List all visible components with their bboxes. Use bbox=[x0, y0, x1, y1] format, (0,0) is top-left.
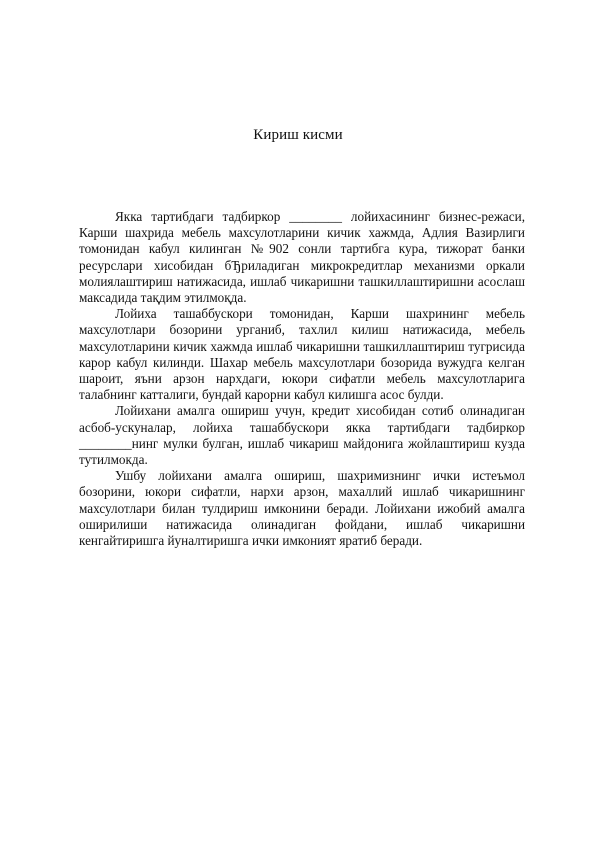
section-heading: Кириш кисми bbox=[253, 127, 343, 143]
body-text bbox=[79, 209, 525, 549]
paragraph-2: Лойиха ташаббускори томонидан, Карши шахрининг мебель махсулотлари бозорини урганиб, тахлил килиш натижасида, мебель махсулотларини кичик хажмда ишлаб чикаришни ташкиллаштириш тугрисида карор кабул килинди. Шахар мебель махсулотлари бозорида вужудга келган шароит, яъни арзон нархдаги, юкори сифатли мебель махсулотларига талабнинг катталиги, бундай карорни кабул килишга асос булди. bbox=[79, 306, 525, 403]
paragraph-4: Ушбу лойихани амалга ошириш, шахримизнинг ички истеъмол бозорини, юкори сифатли, нархи арзон, махаллий ишлаб чикаришнинг махсулотлари билан тулдириш имконини беради. Лойихани ижобий амалга оширилиши натижасида олинадиган фойдани, ишлаб чикаришни кенгайтиришга йуналтиришга ички имконият яратиб беради. bbox=[79, 468, 525, 549]
paragraph-3: Лойихани амалга ошириш учун, кредит хисобидан сотиб олинадиган асбоб-ускуналар, лойиха ташаббускори якка тартибдаги тадбиркор ________нинг мулки булган, ишлаб чикариш майдонига жойлаштириш кузда тутилмокда. bbox=[79, 403, 525, 468]
paragraph-1: Якка тартибдаги тадбиркор ________ лойихасининг бизнес-режаси, Карши шахрида мебель махсулотларини кичик хажмда, Адлия Вазирлиги томонидан кабул килинган №902 сонли тартибга кура, тижорат банки ресурслари хисобидан бЂриладиган микрокредитлар механизми оркали молиялаштириш натижасида, ишлаб чикаришни ташкиллаштиришни асослаш максадида тақдим этилмоқда. bbox=[79, 209, 525, 306]
